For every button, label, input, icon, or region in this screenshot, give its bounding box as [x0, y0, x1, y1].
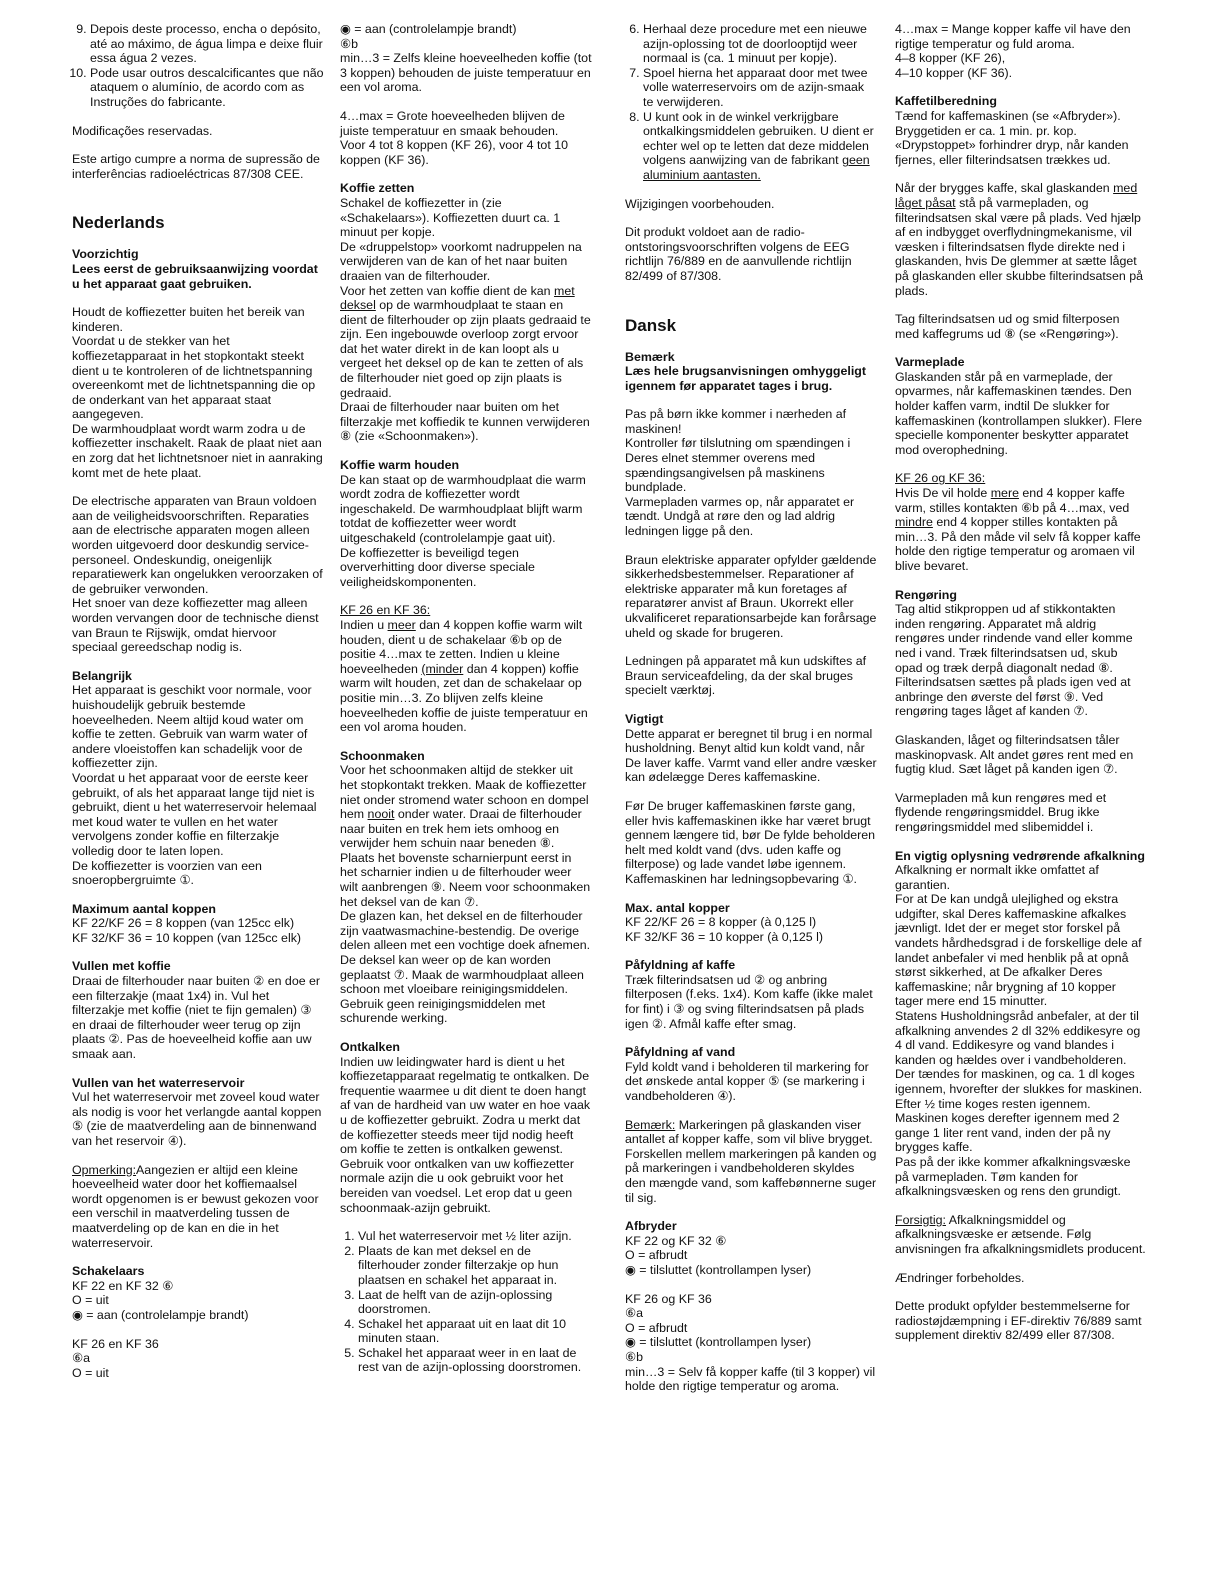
capacity-line: KF 32/KF 36 = 10 koppen (van 125cc elk) — [72, 930, 302, 945]
heading-schoonmaken: Schoonmaken — [340, 748, 425, 763]
switch-line: ◉ = aan (controlelampje brandt) — [72, 1307, 249, 1322]
paragraph: De glazen kan, het deksel en de filterhouder zijn vaatwasmachine-bestendig. De overige delen alleen met een vochtige doek afnemen. De deksel kan weer op de kan worden geplaatst ⑦. Maak de warmhoudplaat alleen schoon met vloeibare reinigingsmiddelen. Gebruik geen reinigingsmiddelen met schurende werking. — [340, 909, 591, 1026]
text-run: Når der brygges kaffe, skal glaskanden — [895, 181, 1114, 196]
paragraph: 4–10 kopper (KF 36). — [895, 65, 1013, 80]
section-title-dansk: Dansk — [625, 315, 677, 335]
heading-vullen-reservoir: Vullen van het waterreservoir — [72, 1075, 245, 1090]
paragraph — [895, 486, 1147, 574]
heading-kaffetilberedning: Kaffetilberedning — [895, 94, 997, 109]
text-run: Voor het schoonmaken altijd de stekker uit het stopkontakt trekken. Maak de koffiezetter niet onder stromend water schoon en dompel hem — [340, 763, 589, 822]
paragraph: Dette apparat er beregnet til brug i en normal husholdning. Benyt altid kun koldt vand, når De laver kaffe. Varmt vand eller andre væsker kan ødelægge Deres kaffemaskine. — [625, 726, 877, 785]
switch-line: ◉ = aan (controlelampje brandt) — [340, 22, 517, 36]
paragraph: Houdt de koffiezetter buiten het bereik van kinderen. — [72, 305, 305, 334]
dk-reserved: Ændringer forbeholdes. — [895, 1270, 1025, 1285]
paragraph: Het apparaat is geschikt voor normale, voor huishoudelijk gebruik bestemde hoeveelheden. Neem altijd koud water om koffie te zetten. Gebruik van warm water of andere vloeistoffen kan schadelijk voor de koffiezetter zijn. — [72, 683, 312, 771]
model-label: KF 26 og KF 36: — [895, 471, 986, 486]
paragraph: Kontroller før tilslutning om spændingen i Deres elnet stemmer overens med spændingsangivelsen på maskinens bundplade. — [625, 436, 851, 495]
text-run: dan 4 koppen koffie warm wilt houden, dient u de schakelaar ⑥b op de positie 4…max te zetten. Indien u kleine hoeveelheden — [340, 617, 583, 676]
paragraph: Glaskanden, låget og filterindsatsen tåler maskinopvask. Alt andet gøres rent med en fugtig klud. Sæt låget på kanden igen ⑦. — [895, 732, 1134, 777]
paragraph: Afkalkning er normalt ikke omfattet af garantien. — [895, 863, 1099, 892]
list-item: 2. Plaats de kan met deksel en de filterhouder zonder filterzakje op hun plaatsen en schakel het apparaat in. — [358, 1244, 592, 1288]
heading-vullen-koffie: Vullen met koffie — [72, 959, 171, 974]
caution-paragraph — [895, 1213, 1147, 1257]
section-title-nederlands: Nederlands — [72, 213, 165, 233]
switch-line: ◉ = tilsluttet (kontrollampen lyser) — [625, 1335, 812, 1350]
heading-max-kopper: Max. antal kopper — [625, 900, 730, 915]
paragraph: Varmepladen må kun rengøres med et flydende rengøringsmiddel. Brug ikke rengøringsmiddel med slibemiddel i. — [895, 790, 1107, 834]
switch-line: ⑥a — [72, 1351, 90, 1366]
nl-reserved: Wijzigingen voorbehouden. — [625, 196, 775, 211]
heading-pafyldning-kaffe: Påfyldning af kaffe — [625, 958, 736, 973]
text-run: Hvis De vil holde — [895, 486, 991, 501]
paragraph: Tag filterindsatsen ud og smid filterposen med kaffegrums ud ⑧ (se «Rengøring»). — [895, 312, 1120, 341]
underlined-text: met deksel — [340, 283, 575, 313]
heading-voorzichtig: Voorzichtig — [72, 247, 139, 262]
paragraph: Ledningen på apparatet må kun udskiftes af Braun serviceafdeling, da der skal bruges specielt værktøj. — [625, 654, 867, 698]
paragraph: De «druppelstop» voorkomt nadruppelen na verwijderen van de kan of het naar buiten draaien van de filterhouder. — [340, 239, 582, 283]
heading-rengoring: Rengøring — [895, 587, 957, 602]
text-run: end 4 kopper kaffe varm, stilles kontakten ⑥b på 4…max, ved — [895, 486, 1130, 515]
switch-line: O = uit — [72, 1293, 109, 1308]
switch-line: KF 26 en KF 36 — [72, 1336, 159, 1351]
switch-line: ⑥a — [625, 1306, 643, 1321]
pt-reserved: Modificações reservadas. — [72, 123, 213, 138]
underlined-text: med låget påsat — [895, 181, 1138, 210]
list-item: 7. Spoel hierna het apparaat door met twee volle waterreservoirs om de azijn-smaak te verwijderen. — [643, 66, 877, 110]
paragraph: Voordat u de stekker van het koffiezetapparaat in het stopkontakt steekt dient u te kontroleren of de lichtnetspanning overeenkomt met de lichtnetspanning die op de onderkant van het apparaat staat aangegeven. — [72, 334, 316, 422]
switch-line: KF 22 og KF 32 ⑥ — [625, 1233, 727, 1248]
ontkalken-steps-continued — [625, 22, 877, 183]
note-text: Markeringen på glaskanden viser antallet af kopper kaffe, som vil blive brygget. Forskellen mellem markeringen på kanden og på markeringen i vandbeholderen skyldes den mængde vand, som kaffebønnerne suger til sig. — [625, 1117, 877, 1205]
switch-line: O = afbrudt — [625, 1320, 688, 1335]
switch-line: O = afbrudt — [625, 1248, 688, 1263]
heading-ontkalken: Ontkalken — [340, 1040, 400, 1054]
column-2 — [340, 22, 592, 1389]
heading-schakelaars: Schakelaars — [72, 1264, 145, 1279]
paragraph: Het snoer van deze koffiezetter mag alleen worden vervangen door de technische dienst van Braun te Rijswijk, omdat hiervoor speciaal gereedschap nodig is. — [72, 596, 319, 655]
paragraph: Braun elektriske apparater opfylder gældende sikkerhedsbestemmelser. Reparationer af elektriske apparater må kun foretages af reparatører anvist af Braun. Ukorrekt eller ukvalificeret reparationsarbejde kan forårsage uheld og skade for brugeren. — [625, 552, 877, 640]
nl-norm: Dit produkt voldoet aan de radio-ontstoringsvoorschriften volgens de EEG richtlijn 76/889 en de aanvullende richtlijn 82/499 of 87/308. — [625, 225, 852, 283]
caution-label: Forsigtig: — [895, 1212, 946, 1227]
pt-descaling-list — [72, 22, 324, 110]
paragraph: Draai de filterhouder naar buiten ② en doe er een filterzakje (maat 1x4) in. Vul het filterzakje met koffie (niet te fijn gemalen) ③ en draai de filterhouder weer terug op zijn plaats ②. Pas de hoeveelheid koffie aan uw smaak aan. — [72, 974, 321, 1062]
column-3 — [625, 22, 877, 1394]
paragraph: Tag altid stikproppen ud af stikkontakten inden rengøring. Apparatet må aldrig rengøres under rindende vand eller komme ned i vand. Træk filterindsatsen ud, skub opad og træk derpå diagonalt nedad ⑧. Filterindsatsen sættes på plads igen ved at anbringe den øverste del først ⑨. Ved rengøring tages låget af kanden ⑦. — [895, 602, 1133, 719]
heading-pafyldning-vand: Påfyldning af vand — [625, 1045, 736, 1060]
paragraph: De koffiezetter is voorzien van een snoeropbergruimte ①. — [72, 858, 262, 888]
warning-text: Læs hele brugsanvisningen omhyggeligt igennem før apparatet tages i brug. — [625, 364, 866, 393]
text-run: dan 4 koppen) koffie warm wilt houden, zet dan de schakelaar op positie min…3. Zo blijven zelfs kleine hoeveelheden koffie de juiste temperatuur en een vol aroma houden. — [340, 661, 588, 735]
paragraph — [340, 618, 592, 735]
switch-line: Voor 4 tot 8 koppen (KF 26), voor 4 tot 10 koppen (KF 36). — [340, 138, 568, 167]
capacity-line: KF 32/KF 36 = 10 kopper (à 0,125 l) — [625, 929, 824, 944]
paragraph: De kan staat op de warmhoudplaat die warm wordt zodra de koffiezetter wordt ingeschakeld. De warmhoudplaat blijft warm totdat de koffiezetter weer wordt uitgeschakeld (controlelampje gaat uit). — [340, 472, 586, 545]
list-item: 5. Schakel het apparaat weer in en laat de rest van de azijn-oplossing doorstromen. — [358, 1346, 592, 1375]
paragraph — [895, 181, 1147, 298]
underlined-text: meer — [387, 617, 416, 632]
text-run: end 4 kopper stilles kontakten på min…3. På den måde vil selv få kopper kaffe holde den rigtige temperatur og aromaen vil blive bevaret. — [895, 515, 1141, 573]
paragraph: De koffiezetter is beveiligd tegen oververhitting door diverse speciale veiligheidskomponenten. — [340, 545, 535, 589]
paragraph: 4–8 kopper (KF 26), — [895, 51, 1006, 66]
switch-line: ◉ = tilsluttet (kontrollampen lyser) — [625, 1262, 812, 1277]
column-4 — [895, 22, 1147, 1357]
switch-line: KF 26 og KF 36 — [625, 1291, 712, 1306]
heading-bemaerk: Bemærk — [625, 349, 675, 364]
column-1 — [72, 22, 324, 1380]
paragraph: Glaskanden står på en varmeplade, der opvarmes, når kaffemaskinen tændes. Den holder kaffen varm, indtil De slukker for kaffemaskinen (kontrollampen slukker). Flere specielle komponenter beskytter apparatet mod overophedning. — [895, 369, 1142, 457]
paragraph: For at De kan undgå ulejlighed og ekstra udgifter, skal Deres kaffemaskine afkalkes jævnligt. Idet der er meget stor forskel på vandets hårdhedsgrad i de forskellige dele af landet anbefaler vi med henblik på at opnå størst sikkerhed, at De afkalker Deres kaffemaskine; når brygning af 10 kopper tager mere end 15 minutter. — [895, 892, 1142, 1009]
paragraph: Tænd for kaffemaskinen (se «Afbryder»). Bryggetiden er ca. 1 min. pr. kop. «Drypstoppet» forhindrer dryp, når kanden fjernes, eller filterindsatsen trækkes ud. — [895, 108, 1129, 167]
heading-varmeplade: Varmeplade — [895, 355, 965, 370]
paragraph: Træk filterindsatsen ud ② og anbring filterposen (f.eks. 1x4). Kom kaffe (ikke malet for fint) i ③ og sving filterindsatsen på plads igen ②. Afmål kaffe efter smag. — [625, 972, 873, 1031]
paragraph: De warmhoudplaat wordt warm zodra u de koffiezetter inschakelt. Raak de plaat niet aan en zorg dat het lichtnetsnoer niet in aanraking komt met de hete plaat. — [72, 421, 323, 480]
caution-text: Afkalkningsmiddel og afkalkningsvæske er ætsende. Følg anvisningen fra afkalkningsmidlets producent. — [895, 1212, 1146, 1256]
heading-vigtigt: Vigtigt — [625, 711, 664, 726]
switch-line: ⑥b — [340, 36, 358, 51]
heading-afbryder: Afbryder — [625, 1219, 677, 1234]
paragraph: Voordat u het apparaat voor de eerste keer gebruikt, of als het apparaat lange tijd niet is gebruikt, dient u het waterreservoir helemaal met koud water te vullen en het water vervolgens zonder koffie en filterzakje volledig door te laten lopen. — [72, 770, 317, 858]
paragraph: Pas på børn ikke kommer i nærheden af maskinen! — [625, 407, 847, 436]
note-label: Bemærk: — [625, 1117, 676, 1132]
list-item: 1. Vul het waterreservoir met ½ liter azijn. — [358, 1229, 592, 1244]
underlined-text: (minder — [421, 661, 464, 676]
warning-text: Lees eerst de gebruiksaanwijzing voordat u het apparaat gaat gebruiken. — [72, 261, 318, 291]
underlined-text: nooit — [367, 807, 395, 822]
capacity-line: KF 22/KF 26 = 8 koppen (van 125cc elk) — [72, 916, 295, 931]
capacity-line: KF 22/KF 26 = 8 kopper (à 0,125 l) — [625, 915, 817, 930]
paragraph: Indien uw leidingwater hard is dient u het koffiezetapparaat regelmatig te ontkalken. De frequentie waarmee u dit dient te doen hangt af van de hardheid van uw water en hoe vaak u de koffiezetter gebruikt. Zodra u merkt dat de koffiezetter steeds meer tijd nodig heeft om koffie te zetten is ontkalken gewenst. — [340, 1054, 591, 1157]
pt-norm: Este artigo cumpre a norma de supressão de interferências radioeléctricas 87/308 CEE. — [72, 152, 320, 181]
heading-warm-houden: Koffie warm houden — [340, 458, 460, 473]
model-label: KF 26 en KF 36: — [340, 603, 431, 618]
switch-line: ⑥b — [625, 1349, 643, 1364]
heading-maximum-koppen: Maximum aantal koppen — [72, 901, 216, 916]
switch-line: O = uit — [72, 1365, 109, 1380]
note-paragraph — [72, 1163, 324, 1251]
paragraph: Før De bruger kaffemaskinen første gang, eller hvis kaffemaskinen ikke har været brugt gennem længere tid, bør De fylde beholderen helt med koldt vand (dvs. uden kaffe og filterpose) og lade vandet løbe igennem. — [625, 798, 876, 872]
heading-afkalkning: En vigtig oplysning vedrørende afkalkning — [895, 848, 1145, 863]
dk-norm: Dette produkt opfylder bestemmelserne for radiostøjdæmpning i EF-direktiv 76/889 samt supplement direktiv 82/499 eller 87/308. — [895, 1299, 1142, 1343]
paragraph: Vul het waterreservoir met zoveel koud water als nodig is voor het verlangde aantal koppen ⑤ (zie de maatverdeling aan de binnenwand van het reservoir ④). — [72, 1090, 322, 1148]
heading-koffie-zetten: Koffie zetten — [340, 181, 415, 196]
switch-line: 4…max = Grote hoeveelheden blijven de juiste temperatuur en smaak behouden. — [340, 108, 565, 138]
paragraph — [340, 284, 592, 401]
paragraph: Fyld koldt vand i beholderen til markering for det ønskede antal kopper ⑤ (se markering i vandbeholderen ④). — [625, 1059, 869, 1104]
switch-line: min…3 = Zelfs kleine hoeveelheden koffie (tot 3 koppen) behouden de juiste temperatuur en een vol aroma. — [340, 51, 592, 95]
underlined-text: mindre — [895, 515, 933, 530]
list-item: 10. Pode usar outros descalcificantes que não ataquem o alumínio, de acordo com as Instruções do fabricante. — [90, 66, 324, 110]
text-run: U kunt ook in de winkel verkrijgbare ontkalkingsmiddelen gebruiken. U dient er echter wel op te letten dat deze middelen volgens aanwijzing van de fabrikant — [643, 109, 874, 168]
text-run: Indien u — [340, 617, 388, 632]
paragraph: De electrische apparaten van Braun voldoen aan de veiligheidsvoorschriften. Reparaties aan de electrische apparaten mogen alleen worden uitgevoerd door deskundig service-personeel. Ondeskundig, oneigenlijk reparatiewerk kan ongelukken veroorzaken of de gebruiker verwonden. — [72, 494, 323, 596]
heading-belangrijk: Belangrijk — [72, 668, 132, 683]
switch-line: KF 22 en KF 32 ⑥ — [72, 1278, 174, 1293]
text-run: onder water. Draai de filterhouder naar buiten en trek hem iets omhoog en verwijder hem schuin naar beneden ⑧. Plaats het bovenste scharnierpunt eerst in het scharnier indien u de filterhouder weer wilt aanbrengen ⑨. Neem voor schoonmaken het deksel van de kan ⑦. — [340, 807, 591, 909]
text-run: op de warmhoudplaat te staan en dient de filterhouder op zijn plaats gedraaid te zijn. Een ingebouwde overloop zorgt ervoor dat het water direkt in de kan loopt als u vergeet het deksel op de kan te zetten of als de filterhouder niet goed op zijn plaats is gedraaid. — [340, 298, 591, 400]
paragraph: Schakel de koffiezetter in (zie «Schakelaars»). Koffiezetten duurt ca. 1 minuut per kopje. — [340, 195, 561, 240]
paragraph: Pas på der ikke kommer afkalkningsvæske på varmepladen. Tøm kanden for afkalkningsvæsken og rens den grundigt. — [895, 1154, 1131, 1199]
list-item — [643, 110, 877, 183]
note-label: Opmerking: — [72, 1162, 137, 1177]
list-item: 9. Depois deste processo, encha o depósito, até ao máximo, de água limpa e deixe fluir essa água 2 vezes. — [90, 22, 324, 66]
paragraph: Statens Husholdningsråd anbefaler, at der til afkalkning anvendes 2 dl 32% eddikesyre og 4 dl vand. Eddikesyre og vand blandes i kanden og hældes over i vandbeholderen. Der tændes for maskinen, og ca. 1 dl koges igennem, hvorefter der slukkes for maskinen. Efter ½ time koges resten igennem. Maskinen koges derefter igennem med 2 gange 1 liter rent vand, inden der på ny brygges kaffe. — [895, 1009, 1143, 1155]
text-run: Voor het zetten van koffie dient de kan — [340, 283, 555, 298]
list-item: 3. Laat de helft van de azijn-oplossing doorstromen. — [358, 1288, 592, 1317]
underlined-text: mere — [990, 486, 1019, 501]
note-text: Aangezien er altijd een kleine hoeveelheid water door het koffiemaalsel wordt opgenomen is er bewust gekozen voor een verschil in maatverdeling tussen de maatverdeling op de kan en die in het waterreservoir. — [72, 1162, 319, 1250]
list-item: 4. Schakel het apparaat uit en laat dit 10 minuten staan. — [358, 1317, 592, 1346]
paragraph: Gebruik voor ontkalken van uw koffiezetter normale azijn die u ook gebruikt voor het bereiden van voedsel. Let erop dat u geen schoonmaak-azijn gebruikt. — [340, 1156, 574, 1215]
paragraph — [340, 763, 592, 909]
paragraph: Draai de filterhouder naar buiten om het filterzakje met koffiedik te kunnen verwijderen ⑧ (zie «Schoonmaken»). — [340, 400, 590, 444]
note-paragraph — [625, 1118, 877, 1206]
paragraph: Kaffemaskinen har ledningsopbevaring ①. — [625, 871, 857, 886]
underlined-text: geen aluminium aantasten. — [643, 153, 870, 182]
paragraph: Varmepladen varmes op, når apparatet er tændt. Undgå at røre den og lad aldrig ledningen ligge på den. — [625, 494, 855, 539]
paragraph: 4…max = Mange kopper kaffe vil have den rigtige temperatur og fuld aroma. — [895, 22, 1131, 51]
text-run: stå på varmepladen, og filterindsatsen skal være på plads. Ved hjælp af en indbygget overflydningmekanisme, vil væsken i filterindsatsen flyde direkte ned i glaskanden, hvis De glemmer at sætte låget på glaskanden eller skubbe filterindsatsen på plads. — [895, 195, 1143, 298]
switch-line: min…3 = Selv få kopper kaffe (til 3 kopper) vil holde den rigtige temperatur og aroma. — [625, 1364, 876, 1394]
list-item: 6. Herhaal deze procedure met een nieuwe azijn-oplossing tot de doorlooptijd weer normaal is (ca. 1 minuut per kopje). — [643, 22, 877, 66]
ontkalken-steps — [340, 1229, 592, 1375]
